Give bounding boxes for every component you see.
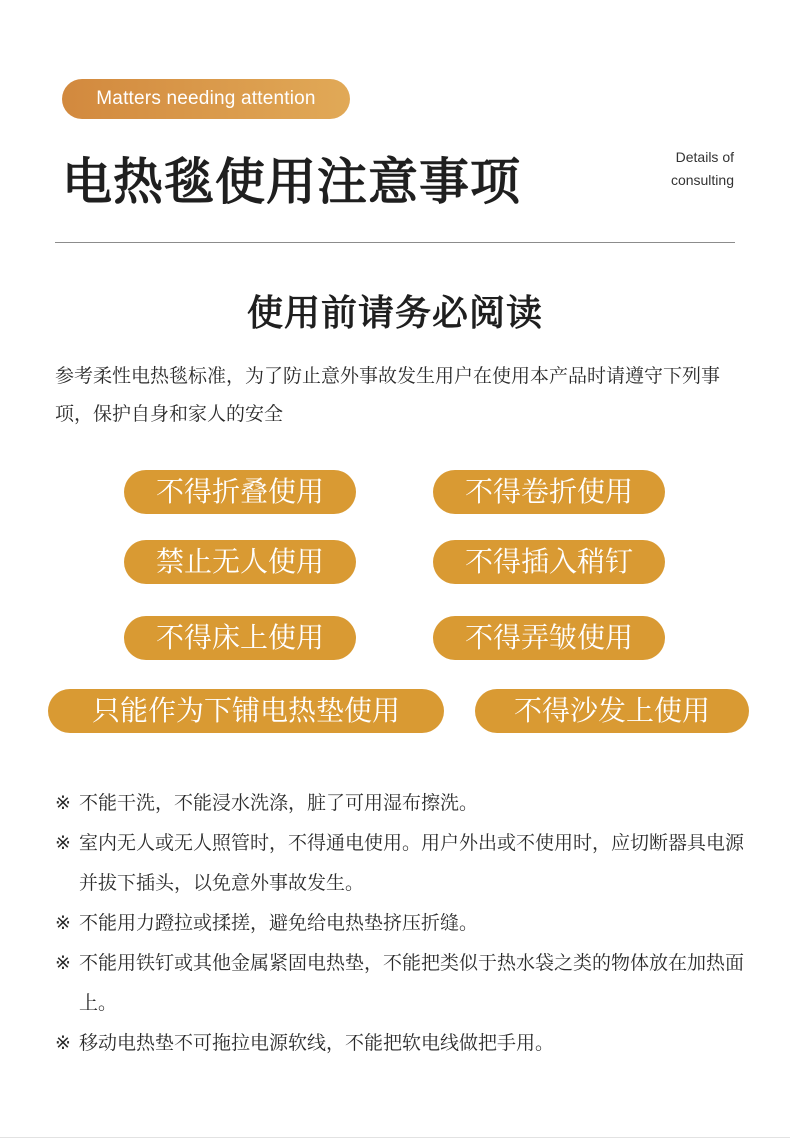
rule-badge: 不得床上使用 xyxy=(124,616,356,660)
rule-badge: 不得插入稍钉 xyxy=(433,540,665,584)
note-text: 不能干洗，不能浸水洗涤，脏了可用湿布擦洗。 xyxy=(79,792,479,814)
rule-badge: 只能作为下铺电热垫使用 xyxy=(48,689,444,733)
list-item xyxy=(55,903,745,943)
reference-mark: ※ xyxy=(55,832,71,854)
header-divider xyxy=(55,242,735,243)
rule-badge: 不得沙发上使用 xyxy=(475,689,749,733)
rule-badge: 禁止无人使用 xyxy=(124,540,356,584)
note-text: 移动电热垫不可拖拉电源软线，不能把软电线做把手用。 xyxy=(79,1032,555,1054)
section-subtitle: 使用前请务必阅读 xyxy=(246,293,543,334)
list-item xyxy=(55,943,745,1023)
reference-mark: ※ xyxy=(55,792,71,814)
details-link[interactable] xyxy=(671,146,734,192)
note-text: 不能用力蹬拉或揉搓，避免给电热垫挤压折缝。 xyxy=(79,912,479,934)
notes-list xyxy=(55,783,745,1063)
section-tag: Matters needing attention xyxy=(62,79,350,119)
reference-mark: ※ xyxy=(55,912,71,934)
intro-text: 参考柔性电热毯标准，为了防止意外事故发生用户在使用本产品时请遵守下列事项，保护自身和家人的安全 xyxy=(55,365,721,425)
note-text: 室内无人或无人照管时，不得通电使用。用户外出或不使用时，应切断器具电源并拔下插头，以免意外事故发生。 xyxy=(79,832,745,894)
details-line-1: Details of xyxy=(675,149,734,165)
reference-mark: ※ xyxy=(55,1032,71,1054)
list-item xyxy=(55,823,745,903)
page-title: 电热毯使用注意事项 xyxy=(62,153,521,211)
rule-badge: 不得折叠使用 xyxy=(124,470,356,514)
note-text: 不能用铁钉或其他金属紧固电热垫，不能把类似于热水袋之类的物体放在加热面上。 xyxy=(79,952,745,1014)
details-line-2: consulting xyxy=(670,172,734,188)
rule-badge: 不得弄皱使用 xyxy=(433,616,665,660)
list-item xyxy=(55,783,745,823)
list-item xyxy=(55,1023,745,1063)
footer-divider xyxy=(0,1137,790,1138)
rule-badge: 不得卷折使用 xyxy=(433,470,665,514)
reference-mark: ※ xyxy=(55,952,71,974)
